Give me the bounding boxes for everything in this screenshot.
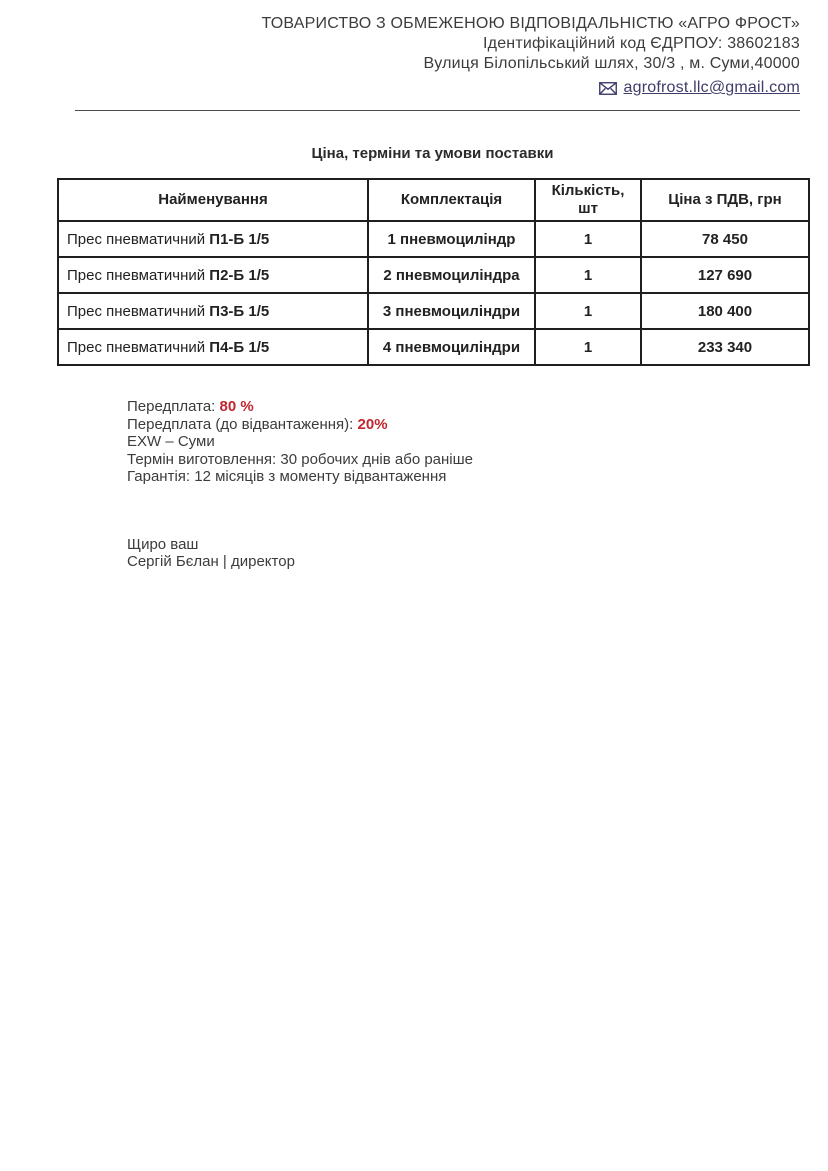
table-row (58, 257, 809, 293)
envelope-icon (599, 82, 617, 95)
table-row (58, 329, 809, 365)
terms-line-production-time (127, 451, 828, 469)
configuration-cell: 2 пневмоциліндра (368, 257, 535, 293)
col-header-quantity: Кількість, шт (535, 179, 641, 221)
product-name-cell (58, 257, 368, 293)
signature-block (127, 536, 828, 571)
price-table (57, 178, 810, 366)
product-name-prefix: Прес пневматичний (67, 302, 210, 320)
table-header-row (58, 179, 809, 221)
terms-block (127, 398, 828, 486)
terms-label: Передплата (до відвантаження): (127, 415, 358, 433)
signature-name-title: Сергій Бєлан | директор (127, 553, 295, 570)
company-name: ТОВАРИСТВО З ОБМЕЖЕНОЮ ВІДПОВІДАЛЬНІСТЮ «АГРО ФРОСТ» (261, 15, 800, 32)
email-link[interactable]: agrofrost.llc@gmail.com (623, 79, 800, 96)
configuration-cell: 4 пневмоциліндри (368, 329, 535, 365)
terms-label: EXW – Суми (127, 433, 215, 450)
email-row (0, 78, 800, 98)
section-title: Ціна, терміни та умови поставки (311, 145, 554, 162)
header-divider (75, 110, 800, 111)
col-header-configuration: Комплектація (368, 179, 535, 221)
quantity-cell: 1 (535, 257, 641, 293)
product-name-cell (58, 329, 368, 365)
price-cell: 180 400 (641, 293, 809, 329)
company-address: Вулиця Білопільський шлях, 30/3 , м. Суми,40000 (423, 55, 800, 72)
price-cell: 127 690 (641, 257, 809, 293)
terms-line-warranty (127, 468, 828, 486)
product-name-cell (58, 293, 368, 329)
product-model: П2-Б 1/5 (209, 266, 270, 284)
product-name-prefix: Прес пневматичний (67, 266, 210, 284)
terms-label: Гарантія: 12 місяців з моменту відвантаження (127, 468, 447, 485)
terms-line-incoterms (127, 433, 828, 451)
table-row (58, 293, 809, 329)
letterhead (0, 0, 828, 98)
quantity-cell: 1 (535, 221, 641, 257)
configuration-cell: 3 пневмоциліндри (368, 293, 535, 329)
terms-highlight: 80 % (219, 398, 254, 415)
price-cell: 78 450 (641, 221, 809, 257)
product-name-prefix: Прес пневматичний (67, 338, 210, 356)
product-name-cell (58, 221, 368, 257)
terms-line-prepayment (127, 398, 828, 416)
price-cell: 233 340 (641, 329, 809, 365)
terms-line-prepayment-before-shipping (127, 416, 828, 434)
quantity-cell: 1 (535, 329, 641, 365)
product-name-prefix: Прес пневматичний (67, 230, 210, 248)
product-model: П3-Б 1/5 (209, 302, 270, 320)
col-header-price: Ціна з ПДВ, грн (641, 179, 809, 221)
terms-highlight: 20% (357, 415, 388, 433)
terms-label: Передплата: (127, 398, 220, 415)
company-edrpou: Ідентифікаційний код ЄДРПОУ: 38602183 (483, 35, 800, 52)
signature-closing: Щиро ваш (127, 535, 199, 553)
configuration-cell: 1 пневмоциліндр (368, 221, 535, 257)
quantity-cell: 1 (535, 293, 641, 329)
product-model: П1-Б 1/5 (209, 230, 270, 248)
product-model: П4-Б 1/5 (209, 338, 270, 356)
table-row (58, 221, 809, 257)
terms-label: Термін виготовлення: 30 робочих днів або раніше (127, 450, 474, 468)
col-header-name: Найменування (58, 179, 368, 221)
